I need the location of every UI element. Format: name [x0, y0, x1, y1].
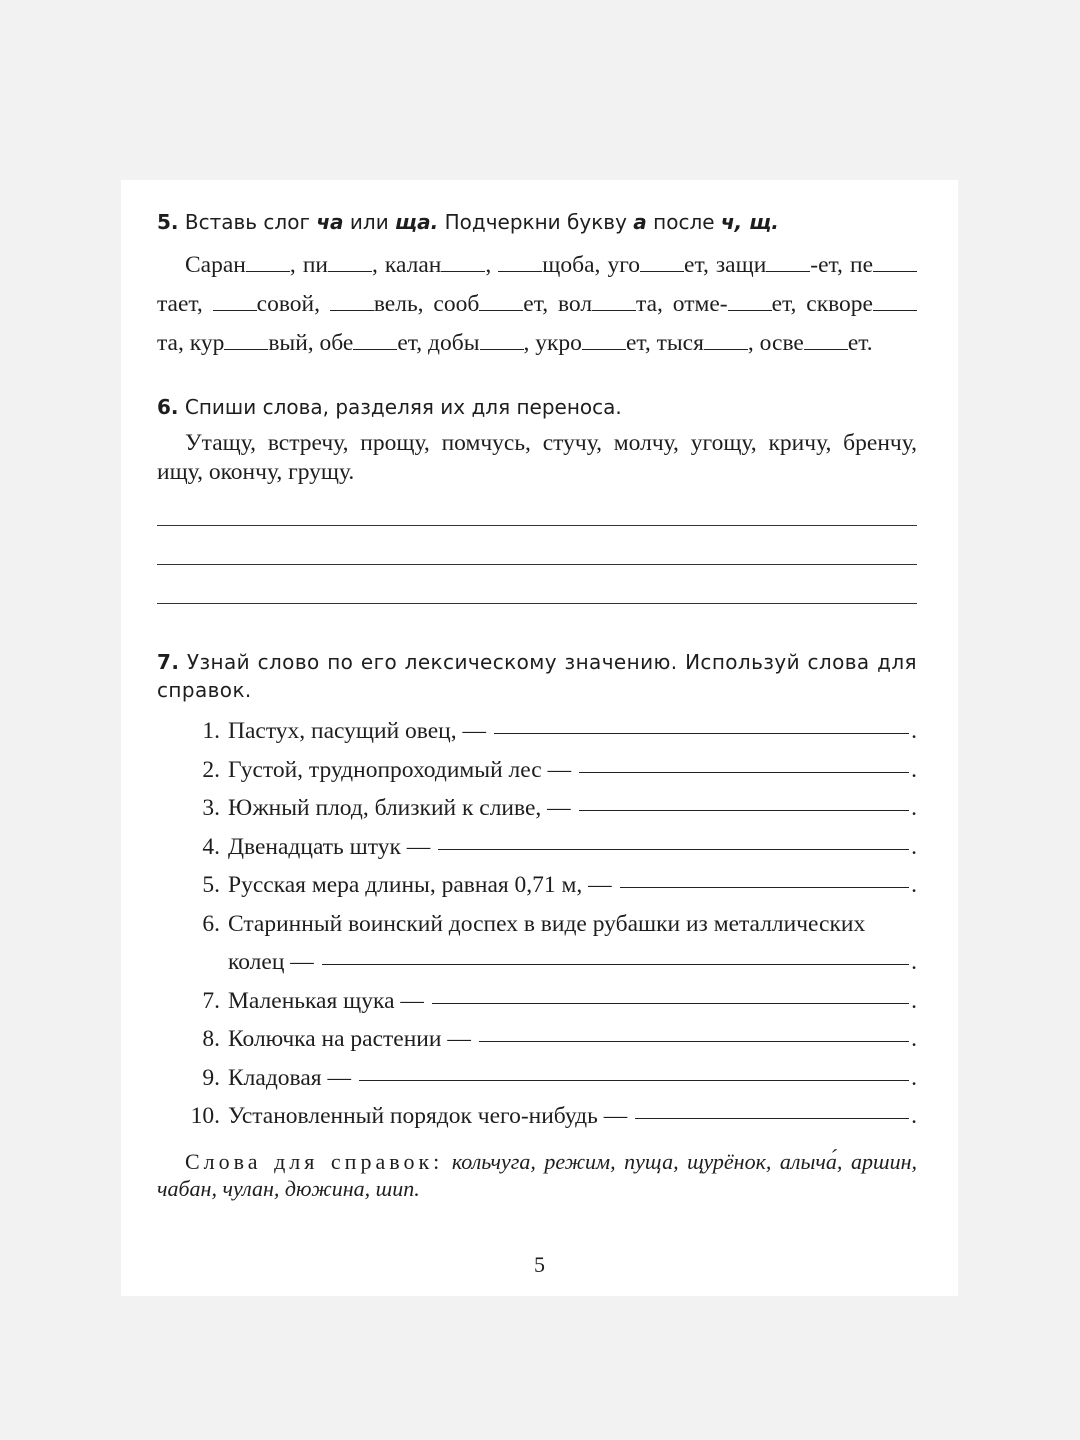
item-text: Густой, труднопроходимый лес —	[228, 756, 572, 783]
segment: щоба, уго	[542, 252, 641, 278]
task-5-syllable-shcha: ща.	[395, 210, 439, 234]
definition-item	[157, 911, 917, 950]
item-number: 10.	[190, 1103, 220, 1129]
item-text: Южный плод, близкий к сливе, —	[228, 795, 571, 821]
task-7-number: 7.	[157, 650, 180, 674]
blank[interactable]	[804, 348, 848, 350]
blank[interactable]	[441, 270, 485, 272]
item-period: .	[911, 833, 917, 860]
segment: ет, защи	[684, 252, 767, 278]
page-number: 5	[534, 1252, 545, 1277]
task-6-words: Утащу, встречу, прощу, помчусь, стучу, молчу, угощу, кричу, бренчу, ищу, окончу, грущу.	[157, 430, 917, 485]
blank[interactable]	[213, 309, 257, 311]
blank[interactable]	[480, 348, 524, 350]
definition-item	[157, 795, 917, 834]
workbook-page	[121, 180, 958, 1296]
task-6-number: 6.	[157, 395, 179, 419]
item-period: .	[911, 1064, 917, 1091]
blank[interactable]	[704, 348, 748, 350]
definition-item	[157, 718, 917, 757]
reference-word-list: кольчуга, режим, пуща, щурёнок, алыча́, аршин, чабан, чулан, дюжина, шип.	[157, 1148, 917, 1201]
item-number: 1.	[202, 718, 220, 744]
blank[interactable]	[728, 309, 772, 311]
task-5-or: или	[349, 210, 389, 234]
answer-line[interactable]	[157, 487, 917, 526]
answer-line[interactable]	[157, 565, 917, 604]
item-text: Двенадцать штук —	[228, 833, 431, 860]
blank[interactable]	[640, 270, 684, 272]
item-text: Старинный воинский доспех в виде рубашки из металлических	[228, 910, 866, 937]
answer-line[interactable]	[579, 772, 909, 773]
item-period: .	[911, 718, 917, 744]
item-text: Пастух, пасущий овец, —	[228, 718, 487, 744]
segment: вый, обе	[268, 330, 354, 356]
definition-item-continuation	[157, 949, 917, 988]
item-text: Маленькая щука —	[228, 987, 424, 1014]
task-7-list	[157, 718, 917, 1142]
segment: ет, вол	[523, 291, 593, 317]
blank[interactable]	[246, 270, 290, 272]
blank[interactable]	[873, 309, 917, 311]
item-text: Колючка на растении —	[228, 1026, 471, 1052]
answer-line[interactable]	[359, 1080, 909, 1081]
blank[interactable]	[353, 348, 397, 350]
blank[interactable]	[224, 348, 268, 350]
answer-line[interactable]	[479, 1041, 909, 1042]
segment: вель, сооб	[373, 291, 480, 317]
answer-line[interactable]	[635, 1118, 909, 1119]
blank[interactable]	[330, 309, 374, 311]
task-6-instruction: Спиши слова, разделяя их для переноса.	[184, 395, 622, 419]
segment: совой,	[256, 291, 330, 317]
item-period: .	[911, 987, 917, 1014]
item-period: .	[911, 795, 917, 821]
item-period: .	[911, 1103, 917, 1129]
answer-line[interactable]	[322, 964, 909, 965]
segment: , пи	[289, 252, 328, 278]
segment: та, отме-	[636, 291, 728, 317]
item-number: 3.	[202, 795, 220, 821]
task-5-number: 5.	[157, 210, 179, 234]
task-5-text-1: Вставь слог	[184, 210, 310, 234]
item-text: Установленный порядок чего-нибудь —	[228, 1103, 628, 1129]
blank[interactable]	[328, 270, 372, 272]
blank[interactable]	[582, 348, 626, 350]
answer-line[interactable]	[432, 1003, 909, 1004]
answer-line[interactable]	[157, 526, 917, 565]
task-6-answer-lines	[157, 487, 917, 604]
item-period: .	[911, 1026, 917, 1052]
item-period: .	[911, 872, 917, 898]
reference-words	[157, 1148, 917, 1202]
task-6-heading	[157, 393, 917, 421]
segment: ет, скворе	[771, 291, 873, 317]
item-period: .	[911, 949, 917, 975]
blank[interactable]	[592, 309, 636, 311]
segment: , осве	[747, 330, 804, 356]
blank[interactable]	[479, 309, 523, 311]
answer-line[interactable]	[579, 810, 909, 811]
segment: ,	[485, 252, 499, 278]
segment: ет, добы	[397, 330, 480, 356]
answer-line[interactable]	[438, 849, 909, 850]
definition-item	[157, 757, 917, 796]
task-5-letter-a: а	[633, 210, 647, 234]
blank[interactable]	[498, 270, 542, 272]
reference-label: Слова для справок:	[185, 1148, 444, 1174]
item-number: 6.	[202, 910, 220, 937]
definition-item	[157, 1026, 917, 1065]
task-7-heading	[157, 648, 917, 704]
item-number: 8.	[202, 1026, 220, 1052]
item-text: колец —	[228, 949, 314, 975]
item-number: 2.	[202, 756, 220, 783]
segment: -ет, пе	[810, 252, 874, 278]
answer-line[interactable]	[620, 887, 909, 888]
item-number: 7.	[202, 987, 220, 1014]
answer-line[interactable]	[494, 733, 909, 734]
segment: тает,	[157, 291, 213, 317]
segment: , укро	[523, 330, 582, 356]
page-content	[157, 208, 917, 1202]
item-number: 5.	[202, 872, 220, 898]
task-7-instruction: Узнай слово по его лексическому значению. Используй слова для справок.	[157, 650, 917, 702]
task-5-letters: ч, щ.	[720, 210, 779, 234]
definition-item	[157, 1103, 917, 1142]
definition-item	[157, 834, 917, 873]
definition-item	[157, 988, 917, 1027]
segment: та, кур	[157, 330, 225, 356]
segment: Саран	[185, 252, 246, 278]
segment: , калан	[371, 252, 442, 278]
blank[interactable]	[873, 270, 917, 272]
task-5-heading	[157, 208, 917, 236]
segment: ет, тыся	[625, 330, 704, 356]
definition-item	[157, 872, 917, 911]
task-5-exercise	[157, 246, 917, 363]
item-number: 4.	[202, 833, 220, 860]
item-text: Кладовая —	[228, 1064, 351, 1091]
task-5-syllable-cha: ча	[316, 210, 344, 234]
task-5-text-2: Подчеркни букву	[444, 210, 627, 234]
definition-item	[157, 1065, 917, 1104]
task-5-after: после	[653, 210, 715, 234]
item-text: Русская мера длины, равная 0,71 м, —	[228, 872, 612, 898]
blank[interactable]	[766, 270, 810, 272]
item-period: .	[911, 756, 917, 783]
segment: ет.	[847, 330, 873, 356]
item-number: 9.	[202, 1064, 220, 1091]
